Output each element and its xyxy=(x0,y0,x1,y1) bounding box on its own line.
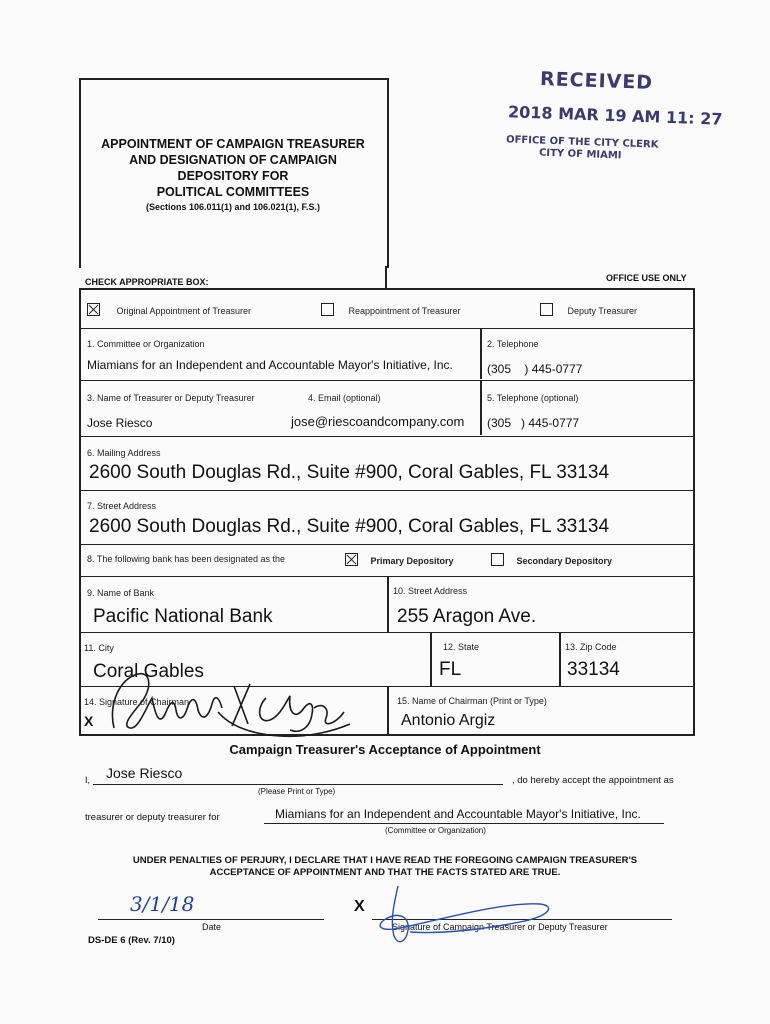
date-line xyxy=(98,919,324,920)
row-street-address xyxy=(81,490,693,543)
acceptance-name: Jose Riesco xyxy=(106,765,183,781)
email-label: 4. Email (optional) xyxy=(308,393,381,403)
original-label: Original Appointment of Treasurer xyxy=(116,306,252,316)
chairman-signature-label: 14. Signature of Chairman xyxy=(84,697,190,707)
row-bank xyxy=(81,576,693,633)
divider xyxy=(387,577,389,633)
deputy-label: Deputy Treasurer xyxy=(567,306,637,316)
divider xyxy=(480,329,482,379)
deputy-checkbox[interactable] xyxy=(540,303,553,316)
bank-name-label: 9. Name of Bank xyxy=(87,588,155,598)
acceptance-i: I, xyxy=(85,775,91,785)
chairman-signature xyxy=(100,668,360,740)
acceptance-org: Miamians for an Independent and Accountable Mayor's Initiative, Inc. xyxy=(275,807,641,821)
check-box-label: CHECK APPROPRIATE BOX: xyxy=(85,277,209,287)
bank-designation-text: 8. The following bank has been designated as the xyxy=(87,554,285,564)
option-primary[interactable] xyxy=(345,551,453,569)
row-committee xyxy=(81,328,693,379)
row-depository xyxy=(81,544,693,575)
title-line-2: AND DESIGNATION OF CAMPAIGN xyxy=(129,153,337,167)
street-value: 2600 South Douglas Rd., Suite #900, Coral Gables, FL 33134 xyxy=(89,516,610,537)
bank-street-label: 10. Street Address xyxy=(393,586,468,596)
title-line-3: DEPOSITORY FOR xyxy=(177,169,289,183)
option-deputy[interactable] xyxy=(540,301,637,319)
option-secondary[interactable] xyxy=(491,551,612,569)
secondary-checkbox[interactable] xyxy=(491,553,504,566)
telephone-area: (305 xyxy=(487,362,512,376)
telephone-number: ) 445-0777 xyxy=(524,362,583,376)
penalty-line-1: UNDER PENALTIES OF PERJURY, I DECLARE THAT I HAVE READ THE FOREGOING CAMPAIGN TREASURER'S xyxy=(132,855,638,866)
chairman-signature-x: X xyxy=(84,713,94,729)
street-label: 7. Street Address xyxy=(87,501,157,511)
treasurer-value: Jose Riesco xyxy=(87,416,153,430)
accept-text: , do hereby accept the appointment as xyxy=(512,775,674,786)
primary-label: Primary Depository xyxy=(370,556,454,566)
divider xyxy=(559,633,561,687)
telephone-value xyxy=(487,362,582,376)
treasurer-for-label: treasurer or deputy treasurer for xyxy=(85,812,220,823)
office-use-only: OFFICE USE ONLY xyxy=(606,273,687,283)
treasurer-signature-x: X xyxy=(354,898,365,915)
zip-value: 33134 xyxy=(567,659,620,680)
telephone2-label: 5. Telephone (optional) xyxy=(487,393,579,403)
treasurer-signature xyxy=(370,880,570,950)
original-checkbox[interactable] xyxy=(87,303,100,316)
mailing-label: 6. Mailing Address xyxy=(87,448,161,458)
bank-name-value: Pacific National Bank xyxy=(93,606,273,627)
telephone2-value xyxy=(487,416,579,430)
date-value: 3/1/18 xyxy=(130,892,195,916)
name-line xyxy=(93,784,503,785)
telephone-label: 2. Telephone xyxy=(487,339,539,349)
divider xyxy=(387,687,389,735)
row-treasurer xyxy=(81,380,693,435)
divider xyxy=(430,633,432,687)
form-title xyxy=(82,136,384,214)
city-label: 11. City xyxy=(84,643,114,653)
penalty-statement xyxy=(0,855,770,879)
acceptance-heading: Campaign Treasurer's Acceptance of Appointment xyxy=(229,742,541,757)
form-id: DS-DE 6 (Rev. 7/10) xyxy=(88,935,175,946)
org-line xyxy=(264,823,664,824)
date-label: Date xyxy=(202,922,222,932)
option-original[interactable] xyxy=(87,301,251,319)
stamp-office-line2: CITY OF MIAMI xyxy=(538,147,622,162)
zip-label: 13. Zip Code xyxy=(565,642,617,652)
chairman-name-value: Antonio Argiz xyxy=(401,712,496,729)
title-box-bottom-edge xyxy=(385,266,387,288)
received-stamp: RECEIVED xyxy=(539,68,654,94)
secondary-label: Secondary Depository xyxy=(516,556,612,566)
divider xyxy=(480,381,482,435)
telephone2-area: (305 xyxy=(487,416,512,430)
reappointment-label: Reappointment of Treasurer xyxy=(348,306,461,316)
primary-checkbox[interactable] xyxy=(345,553,358,566)
chairman-name-label: 15. Name of Chairman (Print or Type) xyxy=(397,696,547,706)
reappointment-checkbox[interactable] xyxy=(321,303,334,316)
row-mailing-address xyxy=(81,436,693,487)
stamp-office-line1: OFFICE OF THE CITY CLERK xyxy=(505,134,659,151)
title-sections: (Sections 106.011(1) and 106.021(1), F.S.) xyxy=(145,202,321,212)
stamp-datetime: 2018 MAR 19 AM 11: 27 xyxy=(507,102,723,129)
org-hint: (Committee or Organization) xyxy=(385,826,486,835)
committee-value: Miamians for an Independent and Accountable Mayor's Initiative, Inc. xyxy=(87,358,453,372)
print-hint: (Please Print or Type) xyxy=(258,787,336,796)
treasurer-label: 3. Name of Treasurer or Deputy Treasurer xyxy=(87,393,255,403)
mailing-value: 2600 South Douglas Rd., Suite #900, Coral Gables, FL 33134 xyxy=(89,462,610,483)
state-value: FL xyxy=(439,659,462,680)
committee-label: 1. Committee or Organization xyxy=(87,339,205,349)
title-line-1: APPOINTMENT OF CAMPAIGN TREASURER xyxy=(101,137,365,151)
city-value: Coral Gables xyxy=(93,661,204,682)
bank-street-value: 255 Aragon Ave. xyxy=(397,606,537,627)
title-line-4: POLITICAL COMMITTEES xyxy=(156,185,310,199)
telephone2-number: ) 445-0777 xyxy=(521,416,580,430)
email-value: jose@riescoandcompany.com xyxy=(291,414,465,429)
state-label: 12. State xyxy=(443,642,480,652)
option-reappointment[interactable] xyxy=(321,301,461,319)
penalty-line-2: ACCEPTANCE OF APPOINTMENT AND THAT THE FACTS STATED ARE TRUE. xyxy=(209,867,561,878)
signature-label: Signature of Campaign Treasurer or Deputy Treasurer xyxy=(392,922,608,932)
